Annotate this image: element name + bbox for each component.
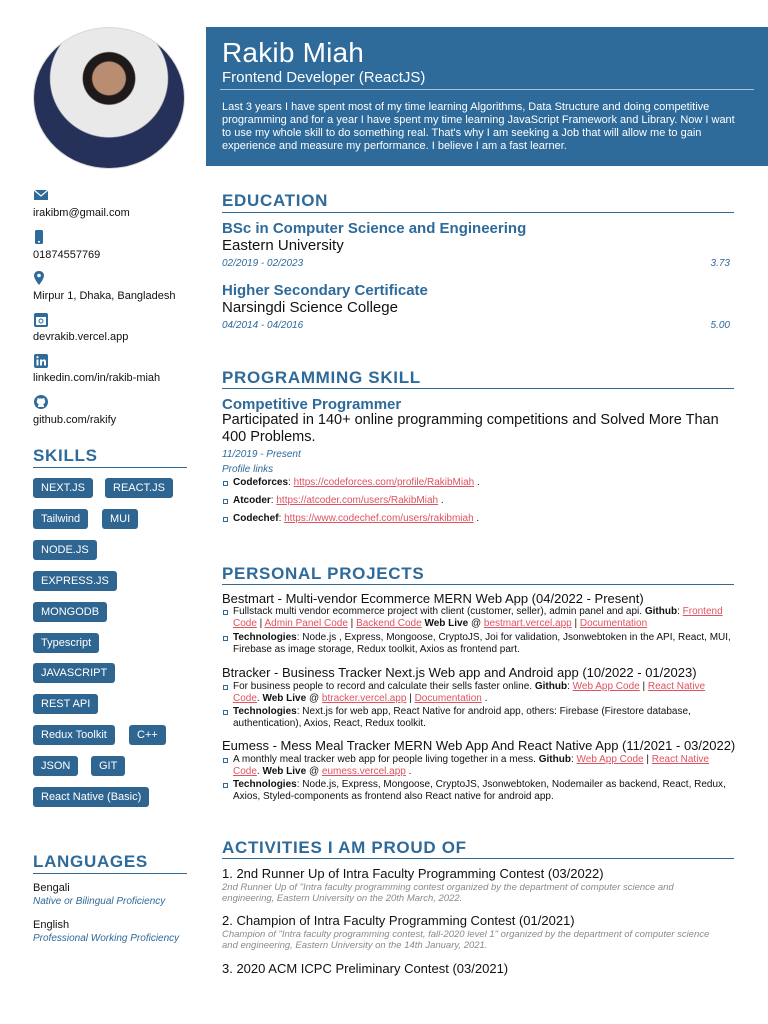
profile-photo [33, 27, 185, 169]
bullet-icon [223, 610, 228, 615]
profile-link-label: Atcoder [233, 495, 271, 506]
skill-badge: EXPRESS.JS [33, 571, 117, 591]
bullet-icon [223, 685, 228, 690]
skill-badge: React Native (Basic) [33, 787, 149, 807]
project-tech: Technologies: Node.js , Express, Mongoose, CryptoJS, Joi for validation, Jsonwebtoken in the API, React, MUI, Firebase as image storage, Redux toolkit, Axios as frontend part. [233, 632, 731, 655]
skill-badge: GIT [91, 756, 125, 776]
profile-link-row: Codeforces: https://codeforces.com/profile/RakibMiah . [233, 477, 480, 488]
header-divider [220, 89, 754, 90]
github-icon [33, 394, 49, 410]
education-dates: 02/2019 - 02/2023 [222, 258, 304, 269]
header-banner [206, 27, 768, 166]
email-text[interactable]: irakibm@gmail.com [33, 207, 130, 219]
summary-text: Last 3 years I have spent most of my time learning Algorithms, Data Structure and doing competitive programming and for a year I have spent my time learning JavaScript Framework and Library. Now I want to use my whole skill to do something real. That's why I am seeking a Job that will allow me to gain experience and measure my performance. I believe I am a fast learner. [222, 101, 735, 152]
project-tech: Technologies: Node.js, Express, Mongoose, CryptoJS, Jsonwebtoken, Nodemailer as backend, React, Redux, Axios, Styled-components as frontend also React native for android app. [233, 779, 726, 802]
language-name: English [33, 919, 70, 931]
phone-icon [33, 229, 49, 245]
skill-badge: Typescript [33, 633, 99, 653]
backend-code-link[interactable]: Backend Code [356, 618, 422, 629]
web-app-code-link[interactable]: Web App Code [576, 754, 644, 765]
school-name: Eastern University [222, 237, 344, 254]
languages-title: LANGUAGES [33, 852, 148, 871]
codeforces-link[interactable]: https://codeforces.com/profile/RakibMiah [293, 477, 475, 488]
education-gpa: 5.00 [710, 320, 730, 331]
language-level: Native or Bilingual Proficiency [33, 896, 166, 907]
codechef-link[interactable]: https://www.codechef.com/users/rakibmiah [284, 513, 474, 524]
education-title: EDUCATION [222, 191, 329, 210]
candidate-name: Rakib Miah [222, 37, 365, 68]
bullet-icon [223, 481, 228, 486]
documentation-link[interactable]: Documentation [579, 618, 648, 629]
degree-title: BSc in Computer Science and Engineering [222, 220, 527, 237]
project-tech: Technologies: Next.js for web app, React Native for android app, others: Firebase (Firestore database, authentication), Axios, React, Redux toolkit. [233, 706, 691, 729]
profile-link-row: Atcoder: https://atcoder.com/users/RakibMiah . [233, 495, 444, 506]
address-text: Mirpur 1, Dhaka, Bangladesh [33, 290, 176, 302]
location-pin-icon [33, 270, 49, 286]
live-site-link[interactable]: eumess.vercel.app [321, 766, 406, 777]
profile-link-label: Codeforces [233, 477, 289, 488]
documentation-link[interactable]: Documentation [414, 693, 482, 704]
profile-links-label: Profile links [222, 464, 274, 475]
programming-title: PROGRAMMING SKILL [222, 368, 421, 387]
bullet-icon [223, 783, 228, 788]
profile-link-row: Codechef: https://www.codechef.com/users/rakibmiah . [233, 513, 480, 524]
skill-badge: Redux Toolkit [33, 725, 115, 745]
phone-text[interactable]: 01874557769 [33, 249, 101, 261]
school-name: Narsingdi Science College [222, 299, 398, 316]
skill-badge: NODE.JS [33, 540, 97, 560]
activity-title: 3. 2020 ACM ICPC Preliminary Contest (03/2021) [222, 961, 509, 976]
project-title: Bestmart - Multi-vendor Ecommerce MERN Web App (04/2022 - Present) [222, 591, 644, 606]
website-icon [33, 312, 49, 328]
project-desc: For business people to record and calculate their sells faster online. Github: Web App Code | React Native Code. Web Live @ btracker.vercel.app | Documentation . [233, 681, 706, 704]
linkedin-text[interactable]: linkedin.com/in/rakib-miah [33, 372, 161, 384]
bullet-icon [223, 758, 228, 763]
skills-title: SKILLS [33, 446, 98, 465]
frontend-code-link[interactable]: Frontend Code [233, 606, 723, 629]
education-divider [222, 212, 734, 213]
envelope-icon [33, 188, 49, 204]
education-gpa: 3.73 [710, 258, 730, 269]
admin-code-link[interactable]: Admin Panel Code [264, 618, 348, 629]
activity-desc: Champion of "Intra faculty programming contest, fall-2020 level 1" organized by the department of computer science and engineering, Eastern University on the 14th January, 2021. [222, 929, 710, 951]
language-name: Bengali [33, 882, 70, 894]
activities-title: ACTIVITIES I AM PROUD OF [222, 838, 467, 857]
activity-title: 2. Champion of Intra Faculty Programming Contest (01/2021) [222, 913, 575, 928]
candidate-role: Frontend Developer (ReactJS) [222, 69, 426, 86]
programming-desc: Participated in 140+ online programming competitions and Solved More Than 400 Problems. [222, 412, 719, 445]
web-app-code-link[interactable]: Web App Code [572, 681, 640, 692]
skills-divider [33, 467, 187, 468]
project-desc: Fullstack multi vendor ecommerce project with client (customer, seller), admin panel and api. Github: Frontend Code | Admin Panel Code | Backend Code Web Live @ bestmart.vercel.app | Documentation [233, 606, 723, 629]
skill-badge: MUI [102, 509, 138, 529]
bullet-icon [223, 499, 228, 504]
education-dates: 04/2014 - 04/2016 [222, 320, 304, 331]
languages-divider [33, 873, 187, 874]
react-native-code-link[interactable]: React Native Code [233, 681, 706, 704]
skill-badge: REST API [33, 694, 98, 714]
profile-link-label: Codechef [233, 513, 279, 524]
activity-title: 1. 2nd Runner Up of Intra Faculty Programming Contest (03/2022) [222, 866, 604, 881]
bullet-icon [223, 710, 228, 715]
skill-badge: REACT.JS [105, 478, 173, 498]
project-desc: A monthly meal tracker web app for people living together in a mess. Github: Web App Code | React Native Code. Web Live @ eumess.vercel.app . [233, 754, 709, 777]
github-text[interactable]: github.com/rakify [33, 414, 117, 426]
skill-badge: NEXT.JS [33, 478, 93, 498]
project-title: Eumess - Mess Meal Tracker MERN Web App And React Native App (11/2021 - 03/2022) [222, 738, 736, 753]
live-site-link[interactable]: btracker.vercel.app [321, 693, 407, 704]
projects-divider [222, 584, 734, 585]
bullet-icon [223, 517, 228, 522]
activity-desc: 2nd Runner Up of "Intra faculty programming contest organized by the department of computer science and engineering, Eastern University on the 20th March, 2022. [222, 882, 674, 904]
skill-badge: C++ [129, 725, 166, 745]
skill-badge: MONGODB [33, 602, 107, 622]
programming-dates: 11/2019 - Present [222, 449, 301, 460]
projects-title: PERSONAL PROJECTS [222, 564, 425, 583]
language-level: Professional Working Proficiency [33, 933, 180, 944]
bullet-icon [223, 636, 228, 641]
degree-title: Higher Secondary Certificate [222, 282, 428, 299]
skill-badge: JSON [33, 756, 78, 776]
linkedin-icon [33, 353, 49, 369]
skill-badge: Tailwind [33, 509, 88, 529]
live-site-link[interactable]: bestmart.vercel.app [483, 618, 572, 629]
atcoder-link[interactable]: https://atcoder.com/users/RakibMiah [276, 495, 439, 506]
activities-divider [222, 858, 734, 859]
website-text[interactable]: devrakib.vercel.app [33, 331, 129, 343]
programming-heading: Competitive Programmer [222, 396, 402, 413]
react-native-code-link[interactable]: React Native Code [233, 754, 709, 777]
programming-divider [222, 388, 734, 389]
project-title: Btracker - Business Tracker Next.js Web app and Android app (10/2022 - 01/2023) [222, 665, 697, 680]
skill-badge: JAVASCRIPT [33, 663, 115, 683]
